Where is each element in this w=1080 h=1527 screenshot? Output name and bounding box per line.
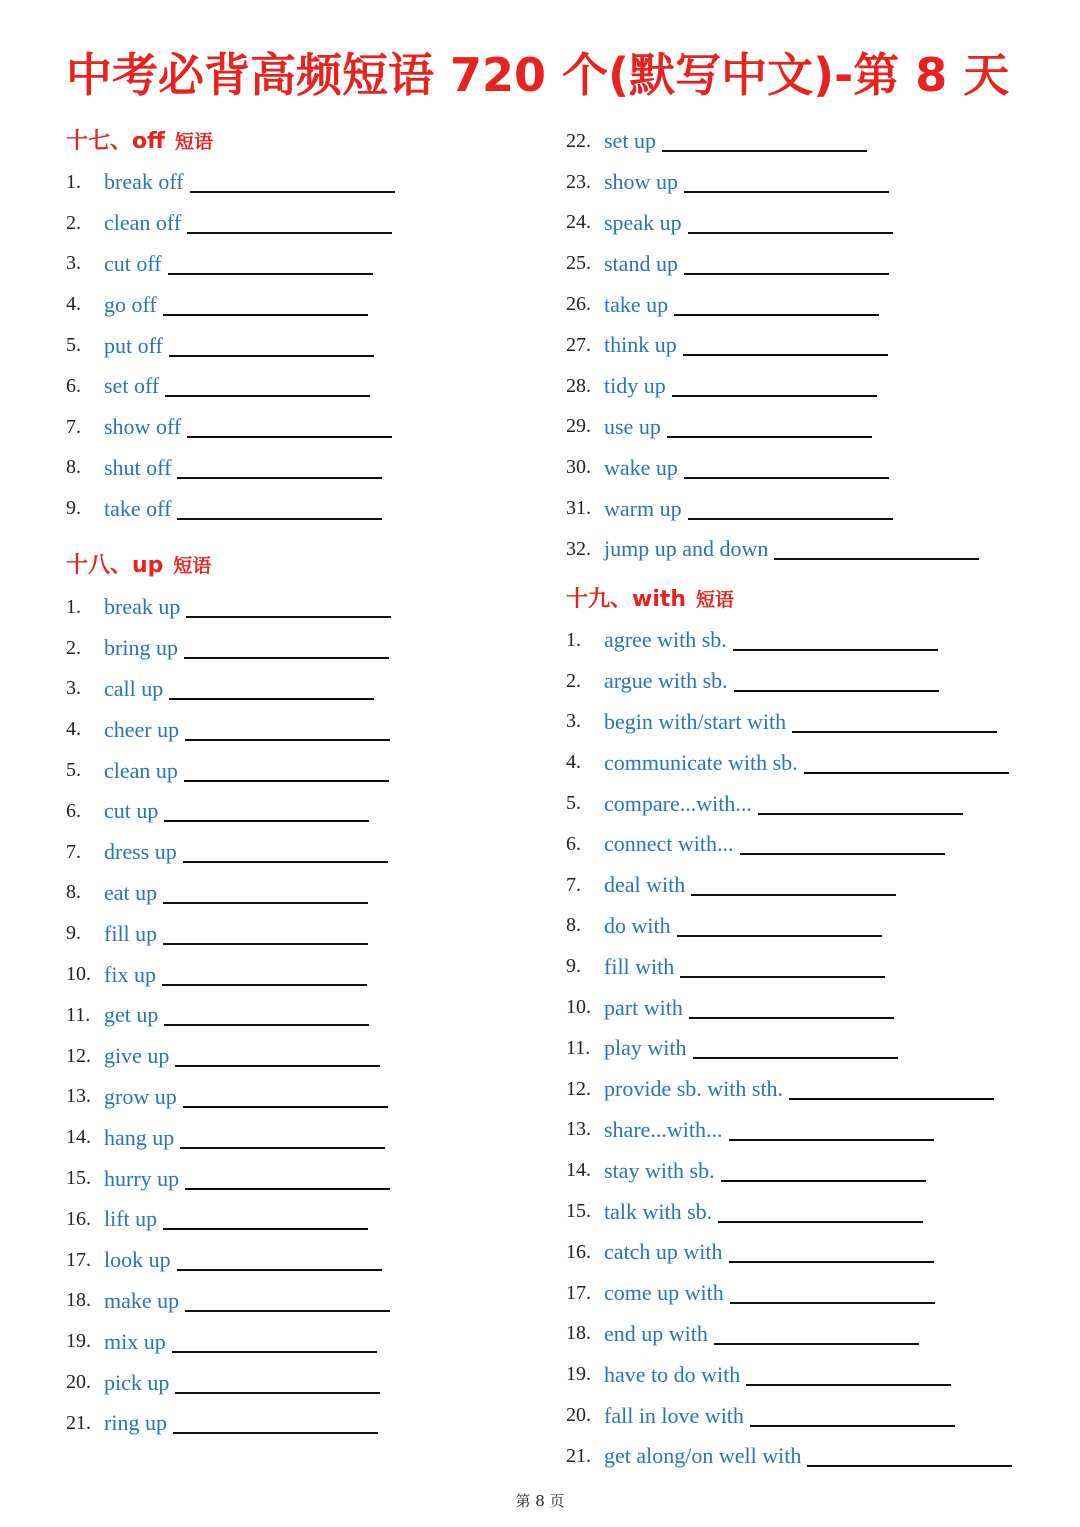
item-number: 4. xyxy=(66,293,81,316)
item-number: 1. xyxy=(66,595,81,618)
phrase-text: talk with sb. xyxy=(604,1198,713,1224)
phrase-row xyxy=(566,447,979,488)
phrase-text: cut up xyxy=(104,798,159,824)
answer-blank-line[interactable] xyxy=(718,1221,923,1223)
phrase-row xyxy=(66,628,391,669)
item-number: 1. xyxy=(66,170,81,193)
section-heading-text: 十八、up xyxy=(66,553,164,578)
item-number: 6. xyxy=(566,832,581,855)
answer-blank-line[interactable] xyxy=(792,731,997,733)
phrase-row xyxy=(66,325,395,366)
phrase-text: cut off xyxy=(104,250,162,276)
answer-blank-line[interactable] xyxy=(683,354,888,356)
answer-blank-line[interactable] xyxy=(190,191,395,193)
item-number: 18. xyxy=(66,1289,91,1312)
answer-blank-line[interactable] xyxy=(183,861,388,863)
item-number: 9. xyxy=(566,955,581,978)
answer-blank-line[interactable] xyxy=(175,1392,380,1394)
phrase-text: make up xyxy=(104,1287,180,1313)
phrase-row xyxy=(66,1321,391,1362)
up-phrase-list xyxy=(66,587,391,1444)
phrase-row xyxy=(66,162,395,203)
answer-blank-line[interactable] xyxy=(688,518,893,520)
item-number: 25. xyxy=(566,252,591,275)
phrase-row xyxy=(566,620,1012,661)
answer-blank-line[interactable] xyxy=(733,649,938,651)
answer-blank-line[interactable] xyxy=(162,984,367,986)
item-number: 17. xyxy=(66,1248,91,1271)
item-number: 24. xyxy=(566,211,591,234)
phrase-row xyxy=(566,162,979,203)
item-number: 5. xyxy=(66,759,81,782)
item-number: 10. xyxy=(566,996,591,1019)
phrase-text: fill up xyxy=(104,920,158,946)
phrase-text: set up xyxy=(604,128,656,154)
off-phrase-list xyxy=(66,162,395,529)
phrase-row xyxy=(566,1110,1012,1151)
answer-blank-line[interactable] xyxy=(177,1269,382,1271)
phrase-text: part with xyxy=(604,994,683,1020)
phrase-text: agree with sb. xyxy=(604,627,727,653)
item-number: 3. xyxy=(66,677,81,700)
item-number: 7. xyxy=(66,415,81,438)
phrase-row xyxy=(66,203,395,244)
phrase-text: come up with xyxy=(604,1280,724,1306)
phrase-text: look up xyxy=(104,1247,171,1273)
answer-blank-line[interactable] xyxy=(758,813,963,815)
up-phrase-list-continued xyxy=(566,121,979,570)
answer-blank-line[interactable] xyxy=(177,477,382,479)
phrase-text: play with xyxy=(604,1035,687,1061)
answer-blank-line[interactable] xyxy=(184,657,389,659)
phrase-row xyxy=(566,121,979,162)
phrase-row xyxy=(66,913,391,954)
item-number: 5. xyxy=(566,792,581,815)
phrase-text: clean off xyxy=(104,210,182,236)
answer-blank-line[interactable] xyxy=(667,436,872,438)
answer-blank-line[interactable] xyxy=(684,273,889,275)
phrase-text: ring up xyxy=(104,1410,167,1436)
phrase-text: share...with... xyxy=(604,1116,723,1142)
phrase-row xyxy=(66,366,395,407)
phrase-row xyxy=(66,791,391,832)
answer-blank-line[interactable] xyxy=(177,518,382,520)
answer-blank-line[interactable] xyxy=(730,1302,935,1304)
answer-blank-line[interactable] xyxy=(693,1057,898,1059)
item-number: 15. xyxy=(566,1200,591,1223)
phrase-row xyxy=(66,284,395,325)
phrase-row xyxy=(66,448,395,489)
phrase-row xyxy=(66,1117,391,1158)
phrase-row xyxy=(66,587,391,628)
phrase-text: break off xyxy=(104,169,184,195)
phrase-text: do with xyxy=(604,912,671,938)
answer-blank-line[interactable] xyxy=(729,1139,934,1141)
section-heading-tag: 短语 xyxy=(173,555,212,577)
item-number: 8. xyxy=(566,914,581,937)
phrase-text: deal with xyxy=(604,872,686,898)
phrase-text: end up with xyxy=(604,1320,708,1346)
item-number: 20. xyxy=(566,1404,591,1427)
item-number: 23. xyxy=(566,170,591,193)
phrase-row xyxy=(566,987,1012,1028)
phrase-row xyxy=(66,669,391,710)
item-number: 15. xyxy=(66,1167,91,1190)
item-number: 19. xyxy=(566,1363,591,1386)
item-number: 29. xyxy=(566,415,591,438)
phrase-row xyxy=(566,865,1012,906)
phrase-text: fall in love with xyxy=(604,1402,744,1428)
section-heading-tag: 短语 xyxy=(174,131,213,153)
item-number: 19. xyxy=(66,1330,91,1353)
phrase-row xyxy=(566,284,979,325)
phrase-text: jump up and down xyxy=(604,536,769,562)
answer-blank-line[interactable] xyxy=(187,436,392,438)
answer-blank-line[interactable] xyxy=(186,616,391,618)
phrase-text: get along/on well with xyxy=(604,1443,802,1469)
phrase-row xyxy=(566,1191,1012,1232)
phrase-row xyxy=(66,244,395,285)
phrase-text: stand up xyxy=(604,250,678,276)
phrase-row xyxy=(66,1077,391,1118)
with-phrase-list xyxy=(566,620,1012,1477)
phrase-text: hang up xyxy=(104,1124,175,1150)
phrase-text: pick up xyxy=(104,1369,170,1395)
phrase-row xyxy=(566,1273,1012,1314)
phrase-text: fix up xyxy=(104,961,156,987)
phrase-row xyxy=(566,946,1012,987)
phrase-row xyxy=(566,661,1012,702)
phrase-text: begin with/start with xyxy=(604,708,787,734)
phrase-row xyxy=(566,1436,1012,1477)
phrase-text: clean up xyxy=(104,757,178,783)
phrase-row xyxy=(66,1036,391,1077)
answer-blank-line[interactable] xyxy=(807,1465,1012,1467)
item-number: 21. xyxy=(566,1444,591,1467)
phrase-text: think up xyxy=(604,332,677,358)
phrase-text: put off xyxy=(104,332,163,358)
section-heading-text: 十七、off xyxy=(66,129,165,154)
answer-blank-line[interactable] xyxy=(750,1425,955,1427)
item-number: 8. xyxy=(66,881,81,904)
page-number: 第 8 页 xyxy=(515,1492,565,1510)
phrase-text: have to do with xyxy=(604,1361,741,1387)
phrase-row xyxy=(566,1028,1012,1069)
phrase-text: catch up with xyxy=(604,1239,723,1265)
answer-blank-line[interactable] xyxy=(677,935,882,937)
phrase-row xyxy=(566,1314,1012,1355)
phrase-row xyxy=(66,995,391,1036)
item-number: 10. xyxy=(66,963,91,986)
phrase-text: cheer up xyxy=(104,716,180,742)
item-number: 30. xyxy=(566,456,591,479)
page-title: 中考必背高频短语 720 个(默写中文)-第 8 天 xyxy=(66,48,1010,102)
answer-blank-line[interactable] xyxy=(672,395,877,397)
phrase-text: eat up xyxy=(104,879,158,905)
phrase-row xyxy=(66,1362,391,1403)
phrase-row xyxy=(566,702,1012,743)
item-number: 7. xyxy=(66,840,81,863)
phrase-text: get up xyxy=(104,1002,159,1028)
phrase-row xyxy=(66,488,395,529)
phrase-text: shut off xyxy=(104,454,172,480)
section-heading-off xyxy=(66,127,213,157)
answer-blank-line[interactable] xyxy=(183,1106,388,1108)
answer-blank-line[interactable] xyxy=(691,894,896,896)
phrase-row xyxy=(66,1158,391,1199)
answer-blank-line[interactable] xyxy=(172,1351,377,1353)
phrase-row xyxy=(566,824,1012,865)
item-number: 26. xyxy=(566,293,591,316)
item-number: 9. xyxy=(66,922,81,945)
phrase-text: hurry up xyxy=(104,1165,180,1191)
phrase-text: show off xyxy=(104,414,182,440)
answer-blank-line[interactable] xyxy=(721,1180,926,1182)
phrase-text: mix up xyxy=(104,1328,166,1354)
item-number: 7. xyxy=(566,873,581,896)
phrase-row xyxy=(566,529,979,570)
item-number: 14. xyxy=(566,1159,591,1182)
phrase-row xyxy=(566,488,979,529)
phrase-row xyxy=(566,1395,1012,1436)
item-number: 20. xyxy=(66,1371,91,1394)
phrase-text: bring up xyxy=(104,635,178,661)
item-number: 2. xyxy=(66,211,81,234)
item-number: 3. xyxy=(566,710,581,733)
phrase-row xyxy=(566,203,979,244)
answer-blank-line[interactable] xyxy=(163,314,368,316)
section-heading-text: 十九、with xyxy=(566,587,687,612)
answer-blank-line[interactable] xyxy=(164,1024,369,1026)
item-number: 12. xyxy=(66,1044,91,1067)
section-heading-up xyxy=(66,551,211,581)
item-number: 13. xyxy=(566,1118,591,1141)
answer-blank-line[interactable] xyxy=(746,1384,951,1386)
item-number: 14. xyxy=(66,1126,91,1149)
answer-blank-line[interactable] xyxy=(173,1432,378,1434)
phrase-row xyxy=(66,1281,391,1322)
phrase-text: go off xyxy=(104,291,157,317)
phrase-row xyxy=(66,407,395,448)
phrase-row xyxy=(66,1199,391,1240)
phrase-text: tidy up xyxy=(604,373,666,399)
answer-blank-line[interactable] xyxy=(180,1147,385,1149)
item-number: 6. xyxy=(66,799,81,822)
answer-blank-line[interactable] xyxy=(684,477,889,479)
answer-blank-line[interactable] xyxy=(163,943,368,945)
phrase-row xyxy=(66,832,391,873)
phrase-text: connect with... xyxy=(604,831,734,857)
item-number: 16. xyxy=(566,1240,591,1263)
item-number: 31. xyxy=(566,497,591,520)
item-number: 22. xyxy=(566,129,591,152)
phrase-row xyxy=(66,873,391,914)
phrase-row xyxy=(66,750,391,791)
item-number: 11. xyxy=(566,1036,591,1059)
phrase-text: use up xyxy=(604,413,661,439)
item-number: 18. xyxy=(566,1322,591,1345)
answer-blank-line[interactable] xyxy=(185,739,390,741)
item-number: 6. xyxy=(66,374,81,397)
phrase-text: take up xyxy=(604,291,669,317)
answer-blank-line[interactable] xyxy=(774,558,979,560)
item-number: 4. xyxy=(66,718,81,741)
answer-blank-line[interactable] xyxy=(168,273,373,275)
phrase-text: communicate with sb. xyxy=(604,749,798,775)
answer-blank-line[interactable] xyxy=(789,1098,994,1100)
answer-blank-line[interactable] xyxy=(164,820,369,822)
phrase-text: provide sb. with sth. xyxy=(604,1076,784,1102)
answer-blank-line[interactable] xyxy=(684,191,889,193)
item-number: 3. xyxy=(66,252,81,275)
phrase-text: break up xyxy=(104,594,181,620)
phrase-row xyxy=(566,325,979,366)
item-number: 11. xyxy=(66,1003,91,1026)
answer-blank-line[interactable] xyxy=(187,232,392,234)
answer-blank-line[interactable] xyxy=(662,150,867,152)
phrase-row xyxy=(566,783,1012,824)
answer-blank-line[interactable] xyxy=(714,1343,919,1345)
answer-blank-line[interactable] xyxy=(688,232,893,234)
phrase-text: dress up xyxy=(104,839,177,865)
phrase-text: compare...with... xyxy=(604,790,752,816)
answer-blank-line[interactable] xyxy=(680,976,885,978)
phrase-text: wake up xyxy=(604,454,678,480)
item-number: 9. xyxy=(66,497,81,520)
item-number: 4. xyxy=(566,751,581,774)
phrase-row xyxy=(566,366,979,407)
item-number: 2. xyxy=(66,636,81,659)
answer-blank-line[interactable] xyxy=(804,772,1009,774)
item-number: 12. xyxy=(566,1077,591,1100)
phrase-text: show up xyxy=(604,169,678,195)
phrase-row xyxy=(566,1069,1012,1110)
phrase-text: call up xyxy=(104,675,164,701)
item-number: 1. xyxy=(566,628,581,651)
phrase-text: grow up xyxy=(104,1083,177,1109)
answer-blank-line[interactable] xyxy=(169,355,374,357)
phrase-text: stay with sb. xyxy=(604,1157,715,1183)
answer-blank-line[interactable] xyxy=(729,1261,934,1263)
answer-blank-line[interactable] xyxy=(185,1188,390,1190)
item-number: 27. xyxy=(566,333,591,356)
phrase-row xyxy=(566,1354,1012,1395)
phrase-row xyxy=(566,906,1012,947)
phrase-row xyxy=(566,742,1012,783)
answer-blank-line[interactable] xyxy=(689,1017,894,1019)
item-number: 21. xyxy=(66,1411,91,1434)
answer-blank-line[interactable] xyxy=(740,853,945,855)
answer-blank-line[interactable] xyxy=(734,690,939,692)
item-number: 32. xyxy=(566,537,591,560)
phrase-row xyxy=(66,1403,391,1444)
section-heading-with xyxy=(566,585,734,615)
phrase-text: argue with sb. xyxy=(604,668,728,694)
phrase-row xyxy=(66,954,391,995)
answer-blank-line[interactable] xyxy=(674,314,879,316)
phrase-row xyxy=(566,1150,1012,1191)
section-heading-tag: 短语 xyxy=(696,589,735,611)
phrase-text: speak up xyxy=(604,209,682,235)
item-number: 5. xyxy=(66,334,81,357)
answer-blank-line[interactable] xyxy=(175,1065,380,1067)
phrase-text: take off xyxy=(104,495,172,521)
phrase-text: fill with xyxy=(604,953,675,979)
answer-blank-line[interactable] xyxy=(165,395,370,397)
item-number: 8. xyxy=(66,456,81,479)
answer-blank-line[interactable] xyxy=(163,1228,368,1230)
phrase-text: lift up xyxy=(104,1206,158,1232)
item-number: 16. xyxy=(66,1207,91,1230)
item-number: 13. xyxy=(66,1085,91,1108)
phrase-row xyxy=(566,1232,1012,1273)
item-number: 28. xyxy=(566,374,591,397)
phrase-text: set off xyxy=(104,373,160,399)
phrase-row xyxy=(566,407,979,448)
item-number: 2. xyxy=(566,669,581,692)
answer-blank-line[interactable] xyxy=(163,902,368,904)
phrase-row xyxy=(66,1240,391,1281)
phrase-row xyxy=(66,709,391,750)
phrase-text: warm up xyxy=(604,495,682,521)
answer-blank-line[interactable] xyxy=(184,780,389,782)
phrase-text: give up xyxy=(104,1043,170,1069)
phrase-row xyxy=(566,243,979,284)
answer-blank-line[interactable] xyxy=(169,698,374,700)
item-number: 17. xyxy=(566,1281,591,1304)
answer-blank-line[interactable] xyxy=(185,1310,390,1312)
